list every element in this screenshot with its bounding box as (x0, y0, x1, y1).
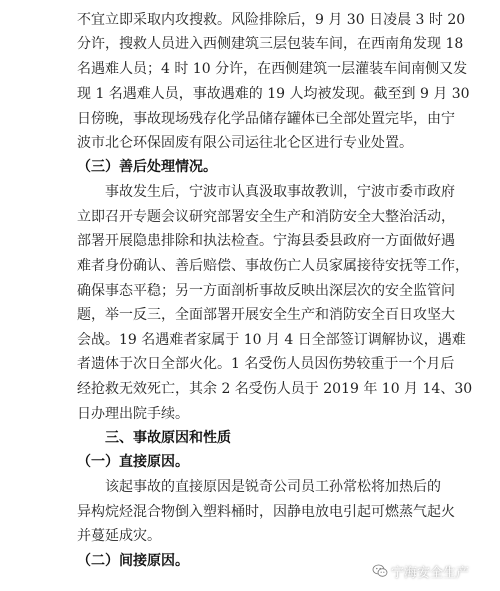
section-heading-text: 三、事故原因和性质 (105, 430, 231, 446)
paragraph-line-text: 日傍晚，事故现场残存化学品储存罐体已全部处置完毕，由宁 (77, 111, 455, 127)
paragraph-line (0, 524, 500, 548)
subsection-heading-text: （三）善后处理情况。 (77, 159, 217, 175)
wechat-icon (372, 563, 388, 579)
watermark-text: 宁海安全生产 (391, 565, 470, 581)
paragraph-line-text: 现 1 名遇难人员，事故遇难的 19 人均被发现。截至到 9 月 30 (77, 86, 470, 102)
paragraph-line (0, 32, 500, 56)
paragraph-line (0, 82, 500, 106)
paragraph-line-text: 不宜立即采取内攻搜救。风险排除后，9 月 30 日凌晨 3 时 20 (77, 12, 466, 28)
paragraph-line-text: 经抢救无效死亡，其余 2 名受伤人员于 2019 年 10 月 14、30 (77, 381, 473, 397)
paragraph-line (0, 303, 500, 327)
paragraph-line-text: 者遗体于次日全部火化。1 名受伤人员因伤势较重于一个月后 (77, 356, 455, 372)
paragraph-line (0, 180, 500, 204)
paragraph-line-text: 异构烷烃混合物倒入塑料桶时，因静电放电引起可燃蒸气起火 (77, 504, 455, 520)
paragraph-line (0, 254, 500, 278)
paragraph-line (0, 352, 500, 376)
paragraph-line-text: 波市北仑环保固废有限公司运往北仑区进行专业处置。 (77, 135, 413, 151)
paragraph-line (0, 328, 500, 352)
paragraph-line (0, 229, 500, 253)
paragraph-line-text: 日办理出院手续。 (77, 406, 189, 422)
paragraph-line-text: 题，举一反三，全面部署开展安全生产和消防安全百日攻坚大 (77, 307, 455, 323)
paragraph-line-text: 并蔓延成灾。 (77, 528, 161, 544)
paragraph-line-text: 分许，搜救人员进入西侧建筑三层包装车间，在西南角发现 18 (77, 36, 464, 52)
paragraph-line (0, 402, 500, 426)
paragraph-line (0, 107, 500, 131)
paragraph-line-text: 名遇难人员；4 时 10 分许，在西侧建筑一层灌装车间南侧又发 (77, 61, 468, 77)
paragraph-line (0, 279, 500, 303)
paragraph-line-text: 该起事故的直接原因是锐奇公司员工孙常松将加热后的 (105, 479, 441, 495)
paragraph-line-text: 部署开展隐患排除和执法检查。宁海县委县政府一方面做好遇 (77, 233, 455, 249)
paragraph-line (0, 57, 500, 81)
subsection-heading-text: （一）直接原因。 (77, 454, 189, 470)
paragraph-line-text: 确保事态平稳；另一方面剖析事故反映出深层次的安全监管问 (77, 283, 455, 299)
paragraph-line-text: 难者身份确认、善后赔偿、事故伤亡人员家属接待安抚等工作， (77, 258, 469, 274)
paragraph-line (0, 500, 500, 524)
paragraph-line (0, 205, 500, 229)
paragraph-line (0, 8, 500, 32)
paragraph-line (0, 377, 500, 401)
paragraph-line (0, 475, 500, 499)
subsection-heading-text: （二）间接原因。 (77, 553, 189, 569)
paragraph-line (0, 131, 500, 155)
section-heading (0, 426, 500, 450)
paragraph-line-text: 立即召开专题会议研究部署安全生产和消防安全大整治活动， (77, 209, 455, 225)
paragraph-line-text: 事故发生后，宁波市认真汲取事故教训，宁波市委市政府 (105, 184, 455, 200)
subsection-heading (0, 155, 500, 179)
subsection-heading (0, 450, 500, 474)
watermark (372, 560, 469, 582)
paragraph-line-text: 会战。19 名遇难者家属于 10 月 4 日全部签订调解协议，遇难 (77, 332, 466, 348)
